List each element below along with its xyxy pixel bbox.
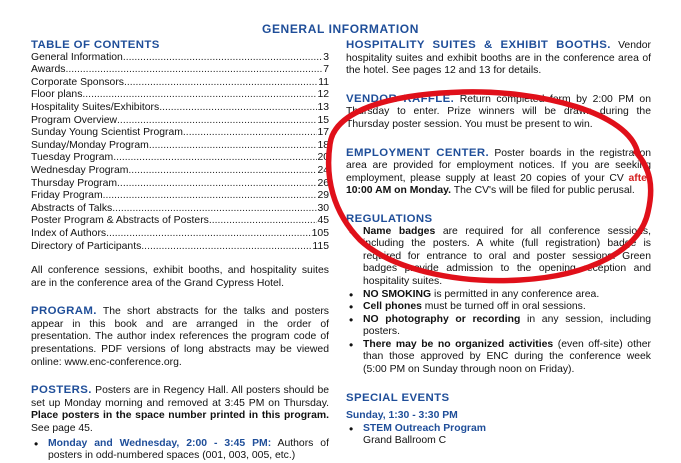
posters-text: Posters are in Regency Hall. All posters should be set up Monday morning and removed at 3:45 PM on Thursday. (31, 385, 330, 409)
regulation-item-text: in any session, including posters. (363, 313, 651, 338)
toc-entry (31, 127, 329, 140)
toc-entry-page: 115 (312, 240, 329, 252)
toc-entry-title: Awards (31, 64, 66, 76)
employment-heading: EMPLOYMENT CENTER. (346, 146, 490, 159)
toc-entry-title: Hospitality Suites/Exhibitors (31, 101, 160, 113)
toc-entry-title: Thursday Program (31, 177, 118, 189)
posters-heading: POSTERS. (31, 384, 92, 397)
toc-entry-page: 45 (317, 215, 329, 227)
toc-entry (31, 89, 329, 102)
toc-entry-page: 105 (311, 227, 329, 239)
toc-entry-title: Poster Program & Abstracts of Posters (31, 215, 209, 227)
toc-dot-leader (117, 115, 317, 128)
toc-entry-page: 29 (317, 190, 329, 202)
toc-entry (31, 115, 329, 128)
vendor-raffle-heading: VENDOR RAFFLE. (346, 92, 455, 105)
regulations-heading: REGULATIONS (346, 212, 433, 225)
annotation-circle (308, 82, 668, 292)
regulation-item-text: (even off-site) other than those approved by ENC during the conference week (5:00 PM on Sunday through noon on Friday). (363, 338, 651, 376)
toc-entry (31, 77, 329, 90)
toc-entry-title: Wednesday Program (31, 164, 129, 176)
toc-entry-page: 24 (317, 164, 329, 176)
regulation-item (346, 314, 651, 339)
toc-dot-leader (149, 140, 318, 153)
toc-entry-title: Tuesday Program (31, 152, 114, 164)
special-events-day: Sunday, 1:30 - 3:30 PM (346, 410, 458, 422)
toc-entry (31, 102, 329, 115)
toc-entry-title: Corporate Sponsors (31, 76, 124, 88)
vendor-raffle-text: Return completed form by 2:00 PM on Thursday to enter. Prize winners will be drawn during the Thursday poster session. You must be present to win. (346, 93, 651, 130)
toc-dot-leader (159, 102, 317, 115)
regulation-item-text: is permitted in any conference area. (434, 288, 600, 300)
posters-bullet-text: Authors of posters in odd-numbered spaces (001, 003, 005, etc.) (48, 437, 329, 462)
posters-see-text: See page 45. (31, 423, 93, 435)
toc-entry-page: 15 (317, 114, 329, 126)
annotation-ring-stroke (329, 92, 651, 281)
employment-deadline: 10:00 AM on Monday. (346, 185, 452, 197)
regulation-item (346, 339, 651, 377)
toc-dot-leader (106, 228, 312, 241)
posters-bullet (31, 438, 329, 463)
toc-entry-title: General Information (31, 51, 123, 63)
toc-entry-title: Program Overview (31, 114, 118, 126)
toc-dot-leader (117, 178, 317, 191)
toc-entry-page: 3 (323, 51, 329, 63)
toc-dot-leader (141, 241, 312, 254)
regulation-item (346, 301, 651, 314)
toc-entry (31, 228, 329, 241)
toc-entry (31, 215, 329, 228)
posters-bold-text: Place posters in the space number printed in this program. (31, 410, 329, 422)
toc-entry (31, 64, 329, 77)
toc-entry (31, 152, 329, 165)
regulation-item-bold: There may be no organized activities (363, 338, 554, 350)
toc-heading: TABLE OF CONTENTS (31, 39, 160, 51)
toc-entry (31, 190, 329, 203)
posters-paragraph (31, 384, 329, 435)
toc-dot-leader (103, 190, 318, 203)
toc-entry-title: Sunday/Monday Program (31, 139, 149, 151)
toc-entry-page: 26 (317, 177, 329, 189)
employment-after-word: after (628, 172, 652, 184)
toc-entry (31, 241, 329, 254)
regulation-item-bold: NO SMOKING (363, 288, 432, 300)
toc-entry (31, 203, 329, 216)
toc-list (31, 52, 329, 254)
special-events-item (346, 423, 651, 436)
left-column (31, 39, 329, 463)
hospitality-paragraph (346, 39, 651, 78)
program-text: The short abstracts for the talks and posters appear in this book and are arranged in the order of presentation. The author index references the program code of presentations. PDF versions of long abstracts may be viewed online: www.enc-conference.org. (31, 306, 329, 368)
special-events-location: Grand Ballroom C (363, 435, 447, 447)
toc-entry (31, 165, 329, 178)
toc-entry-title: Abstracts of Talks (31, 202, 113, 214)
special-events-heading: SPECIAL EVENTS (346, 391, 450, 404)
toc-dot-leader (113, 152, 317, 165)
regulation-item-text: are required for all conference sessions, including the posters. A white (full registration) badge is required for entrance to oral and poster sessions. Green badges provide admission to the opening reception and hospitality suites. (363, 225, 651, 287)
toc-entry-title: Friday Program (31, 190, 103, 202)
toc-entry-page: 30 (317, 202, 329, 214)
toc-dot-leader (82, 89, 317, 102)
toc-entry-page: 13 (317, 101, 329, 113)
toc-entry-title: Sunday Young Scientist Program (31, 127, 183, 139)
toc-entry (31, 52, 329, 65)
toc-entry-title: Directory of Participants (31, 240, 142, 252)
toc-entry-page: 11 (318, 76, 329, 88)
toc-entry (31, 178, 329, 191)
regulation-item-bold: Cell phones (363, 301, 422, 313)
hospitality-text: Vendor hospitality suites and exhibit booths are in the conference area of the hotel. See pages 12 and 13 for details. (346, 40, 651, 77)
employment-text: Poster boards in the registration area are provided for employment notices. If you are seeking employment, please supply at least 20 copies of your CV (346, 147, 652, 184)
toc-dot-leader (112, 203, 317, 216)
toc-entry-title: Floor plans (31, 89, 83, 101)
toc-entry-page: 18 (317, 139, 329, 151)
toc-dot-leader (65, 64, 323, 77)
hospitality-heading: HOSPITALITY SUITES & EXHIBIT BOOTHS. (346, 39, 611, 51)
posters-bullet-label: Monday and Wednesday, 2:00 - 3:45 PM: (48, 437, 272, 449)
toc-entry (31, 140, 329, 153)
employment-text-b: The CV's will be filed for public perusal. (453, 185, 635, 197)
special-events-list (346, 423, 651, 436)
program-heading: PROGRAM. (31, 305, 97, 318)
toc-dot-leader (209, 215, 318, 228)
regulation-item-bold: NO photography or recording (363, 313, 521, 325)
toc-entry-page: 7 (323, 64, 329, 76)
regulation-item-text: must be turned off in oral sessions. (424, 301, 586, 313)
program-paragraph (31, 305, 329, 369)
toc-entry-page: 12 (317, 89, 329, 101)
toc-dot-leader (183, 127, 318, 140)
toc-dot-leader (128, 165, 317, 178)
toc-entry-page: 20 (317, 152, 329, 164)
toc-dot-leader (124, 77, 318, 90)
toc-entry-page: 17 (317, 127, 329, 139)
toc-dot-leader (123, 52, 323, 65)
special-events-item-label: STEM Outreach Program (363, 422, 486, 434)
venue-note: All conference sessions, exhibit booths, and hospitality suites are in the conference area of the Grand Cypress Hotel. (31, 265, 329, 289)
posters-bullets (31, 438, 329, 463)
page-title: GENERAL INFORMATION (262, 22, 419, 36)
regulation-item-bold: Name badges (363, 225, 436, 237)
toc-entry-title: Index of Authors (31, 227, 107, 239)
